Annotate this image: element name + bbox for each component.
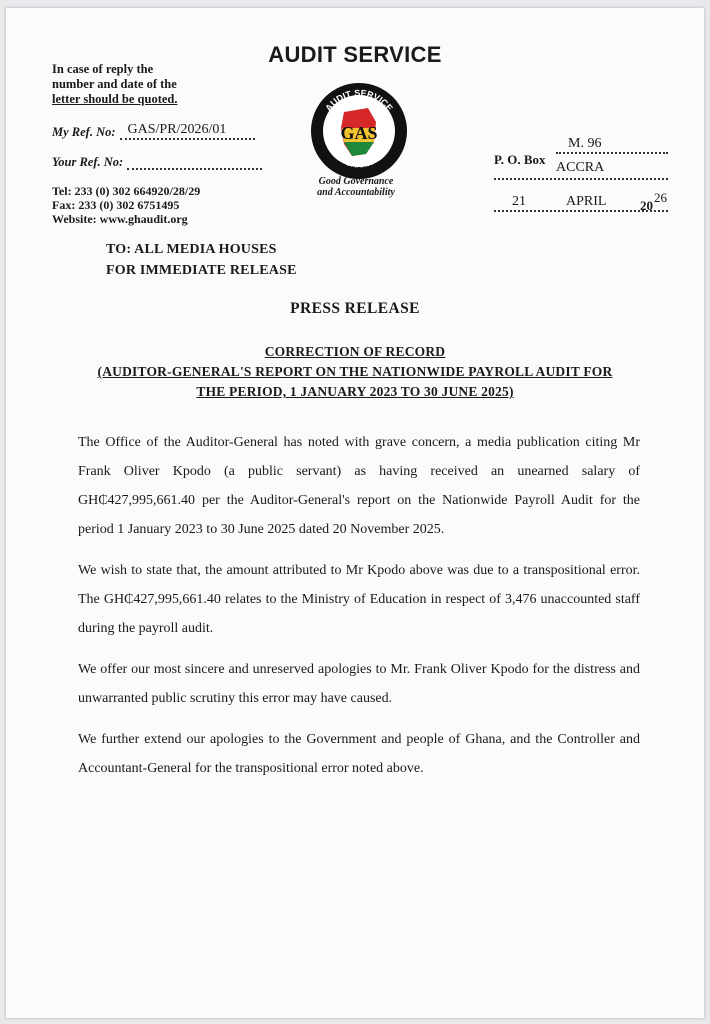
contact-block bbox=[52, 184, 200, 226]
my-ref-value: GAS/PR/2026/01 bbox=[127, 122, 227, 137]
date-year-prefix: 20 bbox=[640, 198, 653, 213]
pobox-value: M. 96 bbox=[568, 136, 602, 151]
recipient-line: FOR IMMEDIATE RELEASE bbox=[106, 263, 297, 278]
logo-bottom-text: GHANA bbox=[344, 157, 375, 170]
your-ref-line bbox=[127, 154, 262, 170]
city-line bbox=[494, 178, 668, 180]
audit-service-logo bbox=[304, 76, 414, 186]
reply-note-line: letter should be quoted. bbox=[52, 92, 178, 106]
body-paragraph: We wish to state that, the amount attributed to Mr Kpodo above was due to a transpositional error. The GH₵427,995,661.40 relates to the Ministry of Education in respect of 3,476 unaccounted staff during the payroll audit. bbox=[78, 563, 640, 636]
telephone: Tel: 233 (0) 302 664920/28/29 bbox=[52, 184, 201, 198]
date-month: APRIL bbox=[566, 194, 607, 209]
city: ACCRA bbox=[556, 160, 605, 175]
recipient-block bbox=[106, 239, 297, 281]
pobox-line bbox=[556, 152, 668, 154]
date-line bbox=[494, 210, 668, 212]
my-ref-label: My Ref. No: bbox=[52, 125, 116, 139]
fax: Fax: 233 (0) 302 6751495 bbox=[52, 198, 180, 212]
heading-line: (AUDITOR-GENERAL'S REPORT ON THE NATIONWIDE PAYROLL AUDIT FOR bbox=[97, 364, 613, 379]
my-ref-line bbox=[120, 124, 255, 140]
body-paragraph: The Office of the Auditor-General has noted with grave concern, a media publication citing Mr Frank Oliver Kpodo (a public servant) as having received an unearned salary of GH₵427,995,661.40 per the Auditor-General's report on the Nationwide Payroll Audit for the period 1 January 2023 to 30 June 2025 dated 20 November 2025. bbox=[78, 435, 640, 537]
heading-line: CORRECTION OF RECORD bbox=[264, 344, 446, 359]
org-title: AUDIT SERVICE bbox=[268, 42, 442, 67]
release-body bbox=[78, 428, 640, 795]
my-ref-row bbox=[52, 124, 262, 140]
document-page bbox=[6, 8, 704, 1018]
date-day: 21 bbox=[512, 194, 526, 209]
your-ref-row bbox=[52, 154, 262, 170]
press-release-title: PRESS RELEASE bbox=[290, 300, 420, 317]
body-paragraph: We offer our most sincere and unreserved apologies to Mr. Frank Oliver Kpodo for the distress and unwarranted public scrutiny this error may have caused. bbox=[78, 662, 640, 706]
motto-line: and Accountability bbox=[317, 187, 395, 198]
reply-note bbox=[52, 62, 177, 107]
date-year-suffix: 26 bbox=[654, 190, 667, 205]
pobox-label: P. O. Box bbox=[494, 152, 546, 167]
your-ref-label: Your Ref. No: bbox=[52, 155, 124, 169]
heading-line: THE PERIOD, 1 JANUARY 2023 TO 30 JUNE 2025) bbox=[196, 384, 514, 399]
logo-top-text: AUDIT SERVICE bbox=[323, 87, 395, 114]
reply-note-line: In case of reply the bbox=[52, 62, 154, 76]
motto-line: Good Governance bbox=[318, 176, 394, 187]
reference-block bbox=[52, 124, 262, 184]
reply-note-line: number and date of the bbox=[52, 77, 177, 91]
logo-center-text: GAS bbox=[340, 123, 378, 143]
recipient-line: TO: ALL MEDIA HOUSES bbox=[106, 242, 277, 257]
body-paragraph: We further extend our apologies to the Government and people of Ghana, and the Controller and Accountant-General for the transpositional error noted above. bbox=[78, 732, 640, 776]
release-heading bbox=[46, 342, 664, 402]
motto bbox=[296, 176, 416, 198]
website: Website: www.ghaudit.org bbox=[52, 212, 188, 226]
